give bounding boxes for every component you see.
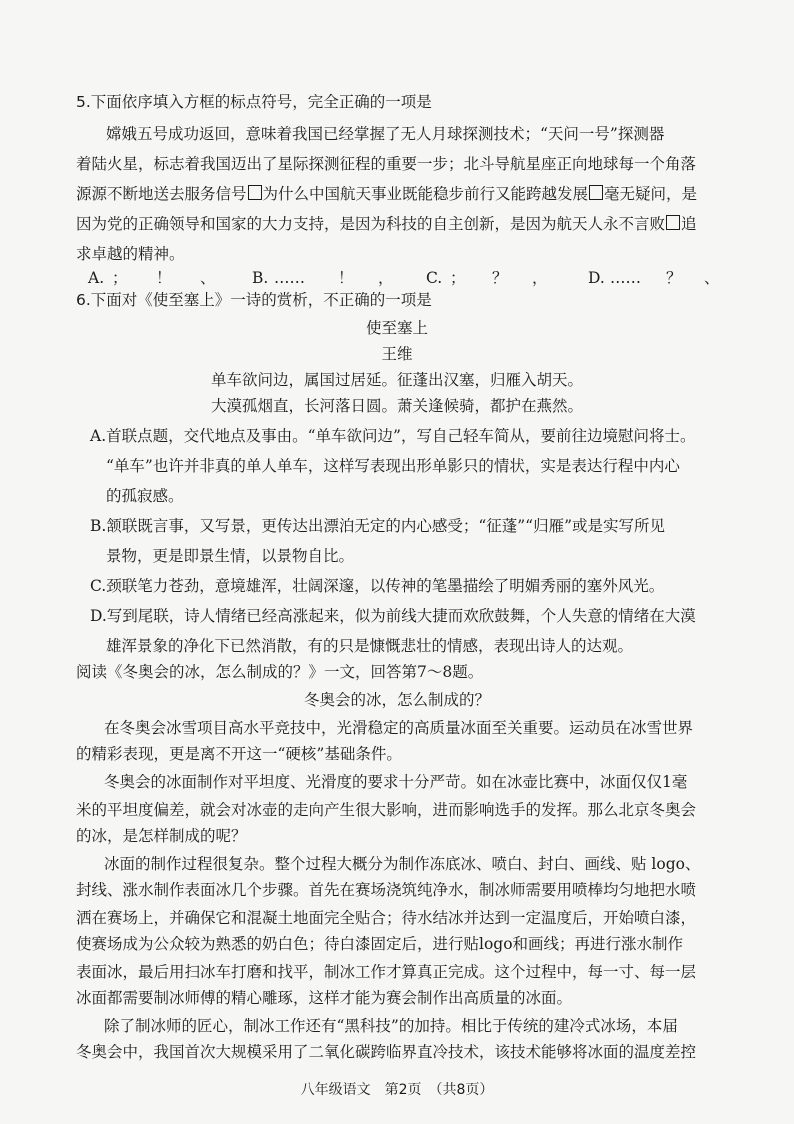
question-5-title: 5.下面依序填入方框的标点符号，完全正确的一项是 bbox=[76, 93, 432, 111]
poem-line-1: 单车欲问边，属国过居延。征蓬出汉塞，归雁入胡天。 bbox=[210, 371, 583, 389]
q5-passage-line-4a: 因为党的正确领导和国家的大力支持，是因为科技的自主创新，是因为航天人永不言败 bbox=[76, 215, 666, 233]
blank-box-2 bbox=[589, 185, 603, 200]
q5-passage-line-1: 嫦娥五号成功返回，意味着我国已经掌握了无人月球探测技术；“天问一号”探测器 bbox=[106, 125, 665, 143]
q6-option-a-line-1: A.首联点题，交代地点及事由。“单车欲问边”，写自己轻车简从，要前往边境慰问将士。 bbox=[90, 427, 696, 445]
q5-passage-line-3b: 为什么中国航天事业既能稳步前行又能跨越发展 bbox=[262, 185, 589, 203]
reading-intro: 阅读《冬奥会的冰，怎么制成的？》一文，回答第7～8题。 bbox=[76, 663, 484, 681]
q6-option-d-line-2: 雄浑景象的净化下已然消散，有的只是慷慨悲壮的情感，表现出诗人的达观。 bbox=[106, 637, 634, 655]
reading-p1-line-1: 在冬奥会冰雪项目高水平竞技中，光滑稳定的高质量冰面至关重要。运动员在冰雪世界 bbox=[104, 719, 694, 737]
reading-p4-line-1: 除了制冰师的匠心，制冰工作还有“黑科技”的加持。相比于传统的建冷式冰场，本届 bbox=[104, 1017, 678, 1035]
q6-option-b-line-2: 景物，更是即景生情，以景物自比。 bbox=[106, 547, 355, 565]
q5-passage-line-4 bbox=[76, 214, 697, 234]
q6-option-a-line-3: 的孤寂感。 bbox=[106, 487, 184, 505]
reading-p1-line-2: 的精彩表现，更是离不开这一“硬核”基础条件。 bbox=[76, 745, 402, 763]
poem-author: 王维 bbox=[381, 345, 413, 363]
exam-page: 5.下面依序填入方框的标点符号，完全正确的一项是 嫦娥五号成功返回，意味着我国已经掌握了无人月球探测技术；“天问一号”探测器 着陆火星，标志着我国迈出了星际探测征程的重要一步；北斗导航星座正向地球每一个角落 源源不断地送去服务信号 为什么中国航天事业既能稳步前行又能跨越发展 毫无疑问，是 因为党的正确领导和国家的大力支持，是因为科技的自主创新，是因为航天人永不言败 追 求卓越的精神。 A. ； ！ 、 B. …… ！ ， C. ； ？ ， D. …… ？ 、 6.下面对《使至塞上》一诗的赏析，不正确的一项是 使至塞上 王维 单车欲问边，属国过居延。征蓬出汉塞，归雁入胡天。 大漠孤烟直，长河落日圆。萧关逢候骑，都护在燕然。 A.首联点题，交代地点及事由。“单车欲问边”，写自己轻车简从，要前往边境慰问将士。 “单车”也许并非真的单人单车，这样写表现出形单影只的情状，实是表达行程中内心 的孤寂感。 B.颔联既言事，又写景，更传达出漂泊无定的内心感受；“征蓬”“归雁”或是实写所见 景物，更是即景生情，以景物自比。 C.颈联笔力苍劲，意境雄浑，壮阔深邃，以传神的笔墨描绘了明媚秀丽的塞外风光。 D.写到尾联，诗人情绪已经高涨起来，似为前线大捷而欢欣鼓舞，个人失意的情绪在大漠 雄浑景象的净化下已然消散，有的只是慷慨悲壮的情感，表现出诗人的达观。 阅读《冬奥会的冰，怎么制成的？》一文，回答第7～8题。 冬奥会的冰，怎么制成的？ 在冬奥会冰雪项目高水平竞技中，光滑稳定的高质量冰面至关重要。运动员在冰雪世界 的精彩表现，更是离不开这一“硬核”基础条件。 冬奥会的冰面制作对平坦度、光滑度的要求十分严苛。如在冰壶比赛中，冰面仅仅1毫 米的平坦度偏差，就会对冰壶的走向产生很大影响，进而影响选手的发挥。那么北京冬奥会 的冰，是怎样制成的呢？ 冰面的制作过程很复杂。整个过程大概分为制作冻底冰、喷白、封白、画线、贴 logo、 封线、涨水制作表面冰几个步骤。首先在赛场浇筑纯净水，制冰师需要用喷棒均匀地把水喷 洒在赛场上，并确保它和混凝土地面完全贴合；待水结冰并达到一定温度后，开始喷白漆， 使赛场成为公众较为熟悉的奶白色；待白漆固定后，进行贴logo和画线；再进行涨水制作 表面冰，最后用扫冰车打磨和找平，制冰工作才算真正完成。这个过程中，每一寸、每一层 冰面都需要制冰师傅的精心雕琢，这样才能为赛会制作出高质量的冰面。 除了制冰师的匠心，制冰工作还有“黑科技”的加持。相比于传统的建冷式冰场，本届 冬奥会中，我国首次大规模采用了二氧化碳跨临界直冷技术，该技术能够将冰面的温度差控 八年级语文 第2页 （共8页） bbox=[0, 0, 794, 1124]
q5-passage-line-2: 着陆火星，标志着我国迈出了星际探测征程的重要一步；北斗导航星座正向地球每一个角落 bbox=[76, 155, 697, 173]
q5-passage-line-3 bbox=[76, 184, 697, 204]
question-6-title: 6.下面对《使至塞上》一诗的赏析，不正确的一项是 bbox=[76, 291, 432, 309]
q6-option-b-line-1: B.颔联既言事，又写景，更传达出漂泊无定的内心感受；“征蓬”“归雁”或是实写所见 bbox=[90, 517, 666, 535]
q6-option-a-line-2: “单车”也许并非真的单人单车，这样写表现出形单影只的情状，实是表达行程中内心 bbox=[106, 457, 680, 475]
poem-line-2: 大漠孤烟直，长河落日圆。萧关逢候骑，都护在燕然。 bbox=[210, 397, 583, 415]
q5-passage-line-4b: 追 bbox=[681, 215, 697, 233]
reading-p3-line-1: 冰面的制作过程很复杂。整个过程大概分为制作冻底冰、喷白、封白、画线、贴 logo、 bbox=[104, 855, 701, 873]
blank-box-1 bbox=[248, 185, 262, 200]
q6-option-c-line-1: C.颈联笔力苍劲，意境雄浑，壮阔深邃，以传神的笔墨描绘了明媚秀丽的塞外风光。 bbox=[90, 577, 665, 595]
reading-p3-line-6: 冰面都需要制冰师傅的精心雕琢，这样才能为赛会制作出高质量的冰面。 bbox=[76, 989, 573, 1007]
reading-p2-line-2: 米的平坦度偏差，就会对冰壶的走向产生很大影响，进而影响选手的发挥。那么北京冬奥会 bbox=[76, 801, 697, 819]
reading-p2-line-3: 的冰，是怎样制成的呢？ bbox=[76, 827, 247, 845]
page-footer: 八年级语文 第2页 （共8页） bbox=[300, 1082, 494, 1098]
reading-p3-line-2: 封线、涨水制作表面冰几个步骤。首先在赛场浇筑纯净水，制冰师需要用喷棒均匀地把水喷 bbox=[76, 881, 697, 899]
reading-title: 冬奥会的冰，怎么制成的？ bbox=[303, 691, 490, 709]
q5-passage-line-5: 求卓越的精神。 bbox=[76, 245, 185, 263]
reading-p3-line-3: 洒在赛场上，并确保它和混凝土地面完全贴合；待水结冰并达到一定温度后，开始喷白漆， bbox=[76, 909, 697, 927]
q6-option-d-line-1: D.写到尾联，诗人情绪已经高涨起来，似为前线大捷而欢欣鼓舞，个人失意的情绪在大漠 bbox=[90, 607, 696, 625]
poem-title: 使至塞上 bbox=[365, 319, 428, 337]
reading-p3-line-5: 表面冰，最后用扫冰车打磨和找平，制冰工作才算真正完成。这个过程中，每一寸、每一层 bbox=[76, 963, 697, 981]
reading-p3-line-4: 使赛场成为公众较为熟悉的奶白色；待白漆固定后，进行贴logo和画线；再进行涨水制作 bbox=[76, 935, 684, 953]
reading-p2-line-1: 冬奥会的冰面制作对平坦度、光滑度的要求十分严苛。如在冰壶比赛中，冰面仅仅1毫 bbox=[104, 773, 688, 791]
q5-passage-line-3c: 毫无疑问，是 bbox=[604, 185, 698, 203]
blank-box-3 bbox=[666, 215, 680, 230]
reading-p4-line-2: 冬奥会中，我国首次大规模采用了二氧化碳跨临界直冷技术，该技术能够将冰面的温度差控 bbox=[76, 1043, 697, 1061]
q5-passage-line-3a: 源源不断地送去服务信号 bbox=[76, 185, 247, 203]
